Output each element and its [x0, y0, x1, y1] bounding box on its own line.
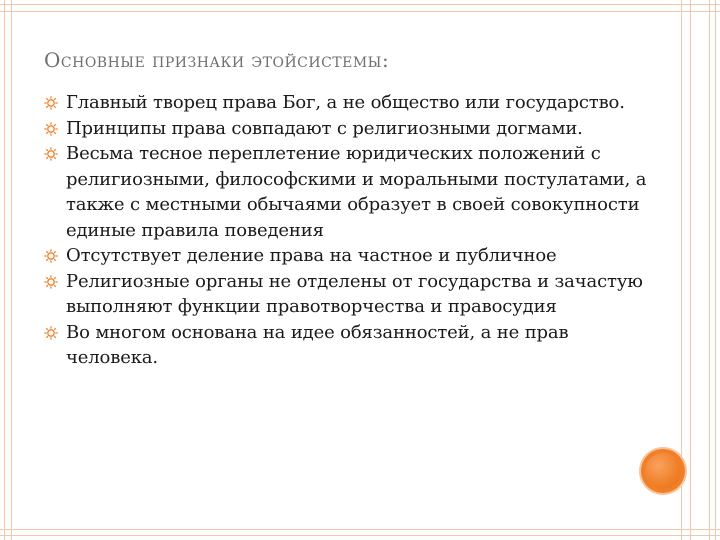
frame-line-bottom-inner [0, 529, 720, 530]
bullet-text: Главный творец права Бог, а не общество или государство. [66, 92, 625, 113]
sun-icon [44, 147, 58, 161]
bullet-item [44, 90, 656, 116]
bullet-item [44, 141, 656, 243]
bullet-text: Принципы права совпадают с религиозными догмами. [66, 117, 583, 139]
sun-icon [44, 275, 58, 289]
bullet-item [44, 320, 656, 371]
decorative-orange-circle [641, 449, 685, 493]
frame-line-right-4 [715, 0, 716, 540]
bullet-item [44, 243, 656, 269]
slide-title: Основные признаки этойсистемы: [44, 48, 390, 72]
sun-icon [44, 249, 58, 263]
bullet-text: Весьма тесное переплетение юридических положений с религиозными, философскими и моральными постулатами, а также с местными обычаями образует в своей совокупности единые правила поведения [66, 143, 647, 241]
sun-icon [44, 122, 58, 136]
bullet-list [44, 90, 656, 371]
sun-icon [44, 326, 58, 340]
frame-line-left-outer [4, 0, 5, 540]
frame-line-right-3 [709, 0, 710, 540]
bullet-item [44, 116, 656, 142]
frame-line-top-outer [0, 4, 720, 5]
frame-line-top-inner [0, 11, 720, 12]
bullet-text: Религиозные органы не отделены от государства и зачастую выполняют функции правотворчества и правосудия [66, 270, 643, 317]
bullet-text: Во многом основана на идее обязанностей, а не прав человека. [66, 321, 569, 368]
bullet-item [44, 269, 656, 320]
frame-line-left-inner [11, 0, 12, 540]
frame-line-right-2 [690, 0, 691, 540]
sun-icon [44, 96, 58, 110]
bullet-text: Отсутствует деление права на частное и публичное [66, 245, 557, 266]
frame-line-bottom-outer [0, 535, 720, 536]
